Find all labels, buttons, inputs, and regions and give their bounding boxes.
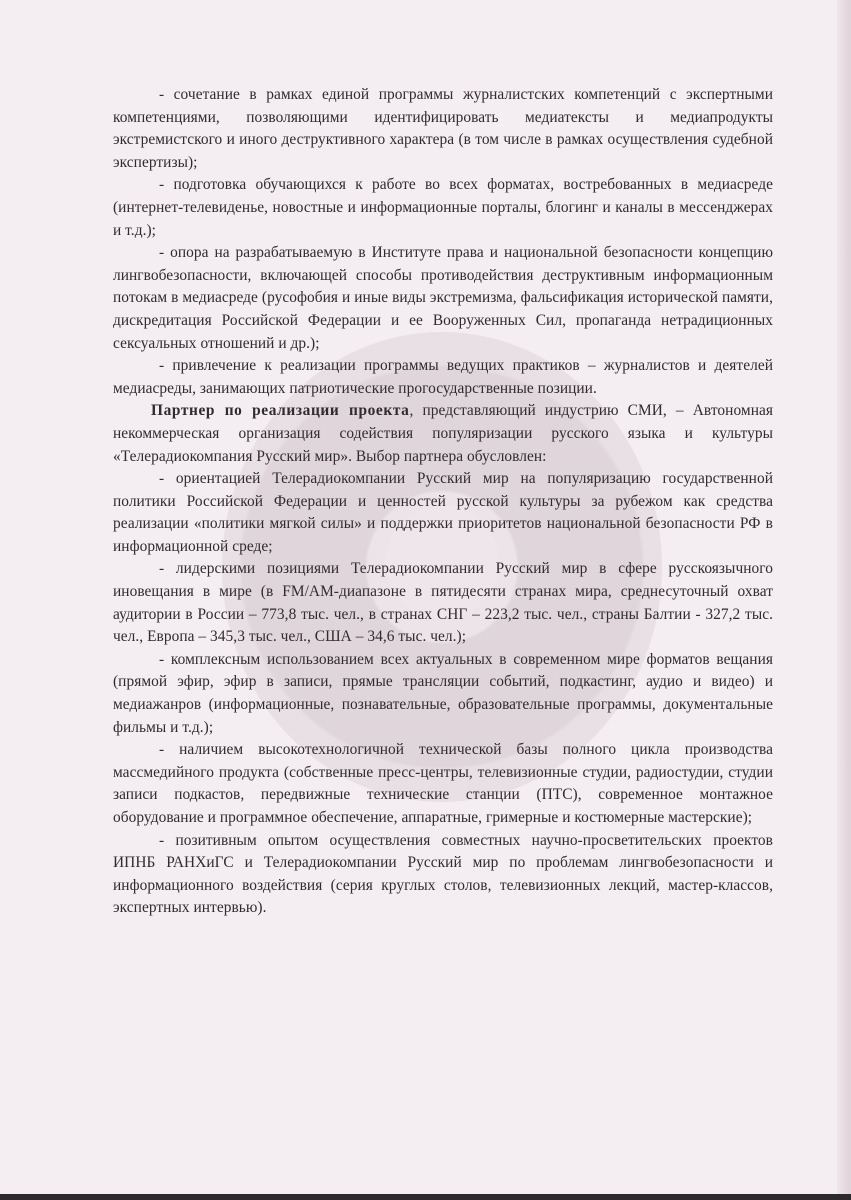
- paragraph-competences: - сочетание в рамках единой программы журналистских компетенций с экспертными компетенциями, позволяющими идентифицировать медиатексты и медиапродукты экстремистского и иного деструктивного характера (в том числе в рамках осуществления судебной экспертизы);: [113, 86, 773, 171]
- page-bottom-border: [0, 1194, 851, 1200]
- paragraph-concept: - опора на разрабатываемую в Институте права и национальной безопасности концепцию лингвобезопасности, включающей способы противодействия деструктивным информационным потокам в медиасреде (русофобия и иные виды экстремизма, фальсификация исторической памяти, дискредитация Российской Федерации и ее Вооруженных Сил, пропаганда нетрадиционных сексуальных отношений и др.);: [113, 244, 773, 352]
- paragraph-formats: - подготовка обучающихся к работе во всех форматах, востребованных в медиасреде (интернет-телевиденье, новостные и информационные порталы, блогинг и каналы в мессенджерах и т.д.);: [113, 176, 773, 239]
- page-edge-shadow: [837, 0, 851, 1200]
- partner-text: , представляющий индустрию СМИ, – Автономная некоммерческая организация содействия популяризации русского языка и культуры «Телерадиокомпания Русский мир». Выбор партнера обусловлен:: [113, 402, 773, 465]
- paragraph-partner: [113, 400, 773, 468]
- reason-formats: - комплексным использованием всех актуальных в современном мире форматов вещания (прямой эфир, эфир в записи, прямые трансляции событий, подкастинг, аудио и видео) и медиажанров (информационные, познавательные, образовательные программы, документальные фильмы и т.д.);: [113, 650, 773, 736]
- reason-technical-base: - наличием высокотехнологичной технической базы полного цикла производства массмедийного продукта (собственные пресс-центры, телевизионные студии, радиостудии, студии записи подкастов, передвижные технические станции (ПТС), современное монтажное оборудование и программное обеспечение, аппаратные, гримерные и костюмерные мастерские);: [113, 741, 773, 826]
- document-body: [113, 84, 773, 920]
- partner-lead: Партнер по реализации проекта: [151, 402, 410, 420]
- reason-leadership: - лидерскими позициями Телерадиокомпании Русский мир в сфере русскоязычного иновещания в мире (в FM/AM-диапазоне в пятидесяти странах мира, среднесуточный охват аудитории в России – 773,8 тыс. чел., в странах СНГ – 223,2 тыс. чел., страны Балтии - 327,2 тыс. чел., Европа – 345,3 тыс. чел., США – 34,6 тыс. чел.);: [113, 560, 773, 646]
- reason-experience: - позитивным опытом осуществления совместных научно-просветительских проектов ИПНБ РАНХиГС и Телерадиокомпании Русский мир по проблемам лингвобезопасности и информационного воздействия (серия круглых столов, телевизионных лекций, мастер-классов, экспертных интервью).: [113, 831, 773, 917]
- reason-orientation: - ориентацией Телерадиокомпании Русский мир на популяризацию государственной политики Российской Федерации и ценностей русской культуры за рубежом как средства реализации «политики мягкой силы» и поддержки приоритетов национальной безопасности РФ в информационной среде;: [113, 470, 773, 555]
- paragraph-practitioners: - привлечение к реализации программы ведущих практиков – журналистов и деятелей медиасреды, занимающих патриотические прогосударственные позиции.: [113, 357, 773, 397]
